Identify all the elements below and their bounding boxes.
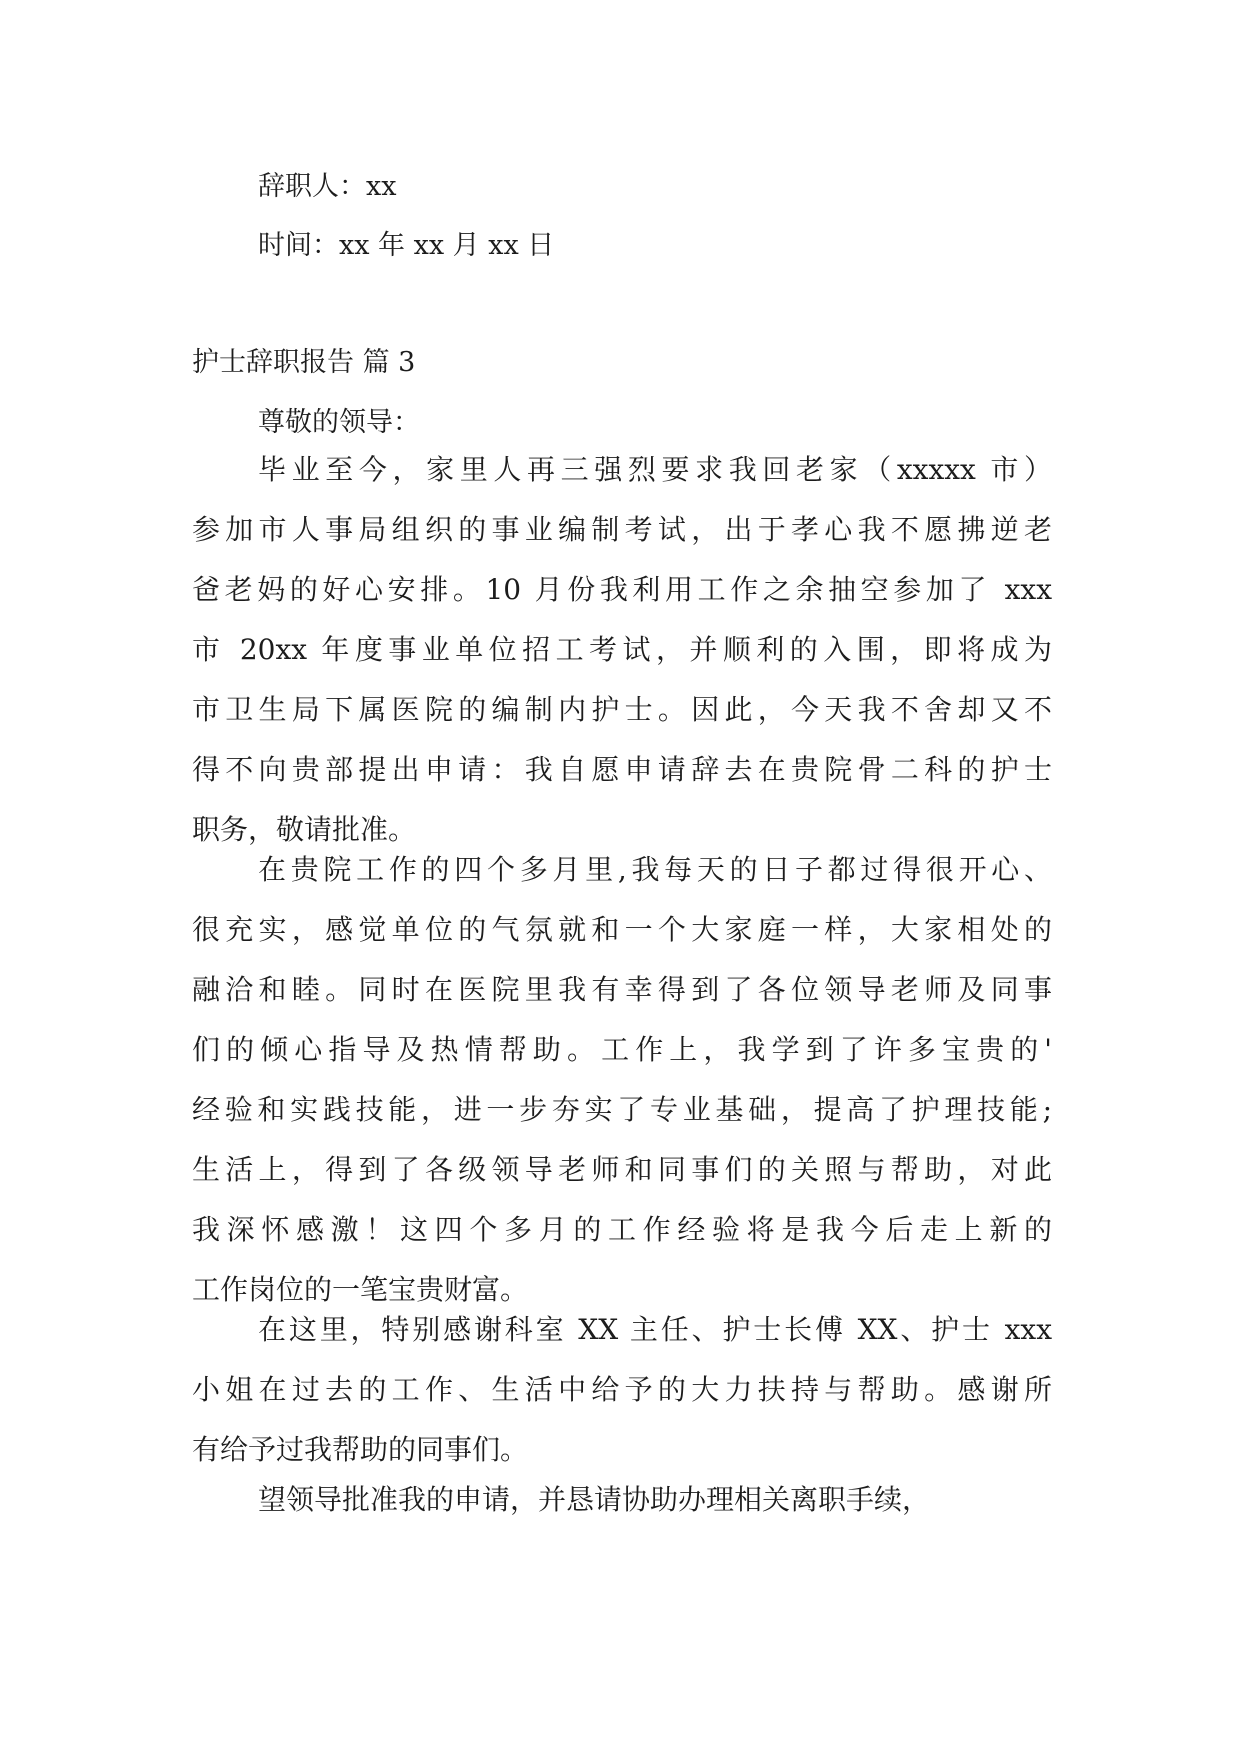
section-heading: 护士辞职报告 篇 3 [192,347,416,378]
paragraph-line: 职务，敬请批准。 [192,813,417,846]
salutation: 尊敬的领导： [258,407,420,438]
paragraph-line: 参加市人事局组织的事业编制考试，出于孝心我不愿拂逆老 [192,513,1052,546]
paragraph-line: 经验和实践技能，进一步夯实了专业基础，提高了护理技能; [192,1093,1052,1126]
date-line: 时间：xx 年 xx 月 xx 日 [258,230,555,261]
paragraph-line: 得不向贵部提出申请：我自愿申请辞去在贵院骨二科的护士 [192,753,1052,786]
paragraph-line: 爸老妈的好心安排。10 月份我利用工作之余抽空参加了 xxx [192,573,1052,606]
paragraph-line: 很充实，感觉单位的气氛就和一个大家庭一样，大家相处的 [192,913,1052,946]
paragraph-1 [192,440,1052,860]
paragraph-line: 市卫生局下属医院的编制内护士。因此，今天我不舍却又不 [192,693,1052,726]
paragraph-line: 融洽和睦。同时在医院里我有幸得到了各位领导老师及同事 [192,973,1052,1006]
paragraph-4 [192,1470,1052,1530]
paragraph-line: 在这里，特别感谢科室 XX 主任、护士长傅 XX、护士 xxx [258,1313,1052,1346]
paragraph-line: 我深怀感激！这四个多月的工作经验将是我今后走上新的 [192,1213,1052,1246]
paragraph-line: 工作岗位的一笔宝贵财富。 [192,1273,529,1306]
signer-line: 辞职人：xx [258,171,397,202]
paragraph-line: 生活上，得到了各级领导老师和同事们的关照与帮助，对此 [192,1153,1052,1186]
paragraph-line: 在贵院工作的四个多月里,我每天的日子都过得很开心、 [258,853,1052,886]
paragraph-line: 毕业至今，家里人再三强烈要求我回老家（xxxxx 市） [258,453,1052,486]
paragraph-line: 们的倾心指导及热情帮助。工作上，我学到了许多宝贵的' [192,1033,1052,1066]
paragraph-2 [192,840,1052,1320]
paragraph-line: 有给予过我帮助的同事们。 [192,1433,529,1466]
paragraph-line: 望领导批准我的申请，并恳请协助办理相关离职手续， [258,1483,931,1516]
paragraph-line: 小姐在过去的工作、生活中给予的大力扶持与帮助。感谢所 [192,1373,1052,1406]
paragraph-3 [192,1300,1052,1480]
paragraph-line: 市 20xx 年度事业单位招工考试，并顺利的入围，即将成为 [192,633,1052,666]
